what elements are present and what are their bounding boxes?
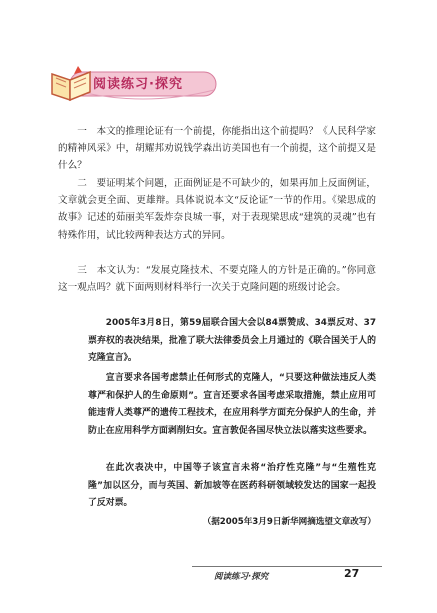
page-number: 27 [344,567,360,580]
material-source: （据2005年3月9日新华网摘选望文章改写） [202,517,376,527]
material-paragraph-3: 在此次表决中，中国等子该宣言未将“治疗性克隆”与“生殖性克隆”加以区分，而与英国、新加坡等在医药科研领域较发达的国家一起投了反对票。 [88,463,376,509]
exercise-paragraph-2: 二 要证明某个问题，正面例证是不可缺少的，如果再加上反面例证，文章就会更全面、更雄辩。具体说说本文“反论证”一节的作用。《梁思成的故事》记述的茹丽美军轰炸奈良城一事，对于表现梁思成“建筑的灵魂”也有特殊作用，试比较两种表达方式的异同。 [58,178,376,241]
footer-section-label: 阅读练习·探究 [214,572,269,582]
exercise-paragraph-3: 三 本文认为：“发展克隆技术、不要克隆人的方针是正确的。”你同意这一观点吗？就下面两则材料举行一次关于克隆问题的班级讨论会。 [58,265,376,294]
material-paragraph-2: 宣言要求各国考虑禁止任何形式的克隆人，“只要这种做法违反人类尊严和保护人的生命原则”。宣言还要求各国考虑采取措施，禁止应用可能违背人类尊严的遗传工程技术，在应用科学方面充分保护人的生命，并防止在应用科学方面剥削妇女。宣言敦促各国尽快立法以落实这些要求。 [88,373,376,436]
section-title: 阅读练习·探究 [93,77,183,92]
exercise-paragraph-1: 一 本文的推理论证有一个前提，你能指出这个前提吗？《人民科学家的精神风采》中，胡耀邦劝说钱学森出访美国也有一个前提，这个前提又是什么？ [58,126,376,172]
material-paragraph-1: 2005年3月8日，第59届联合国大会以84票赞成、34票反对、37票弃权的表决结果，批准了联大法律委员会上月通过的《联合国关于人的克隆宣言》。 [88,318,376,364]
